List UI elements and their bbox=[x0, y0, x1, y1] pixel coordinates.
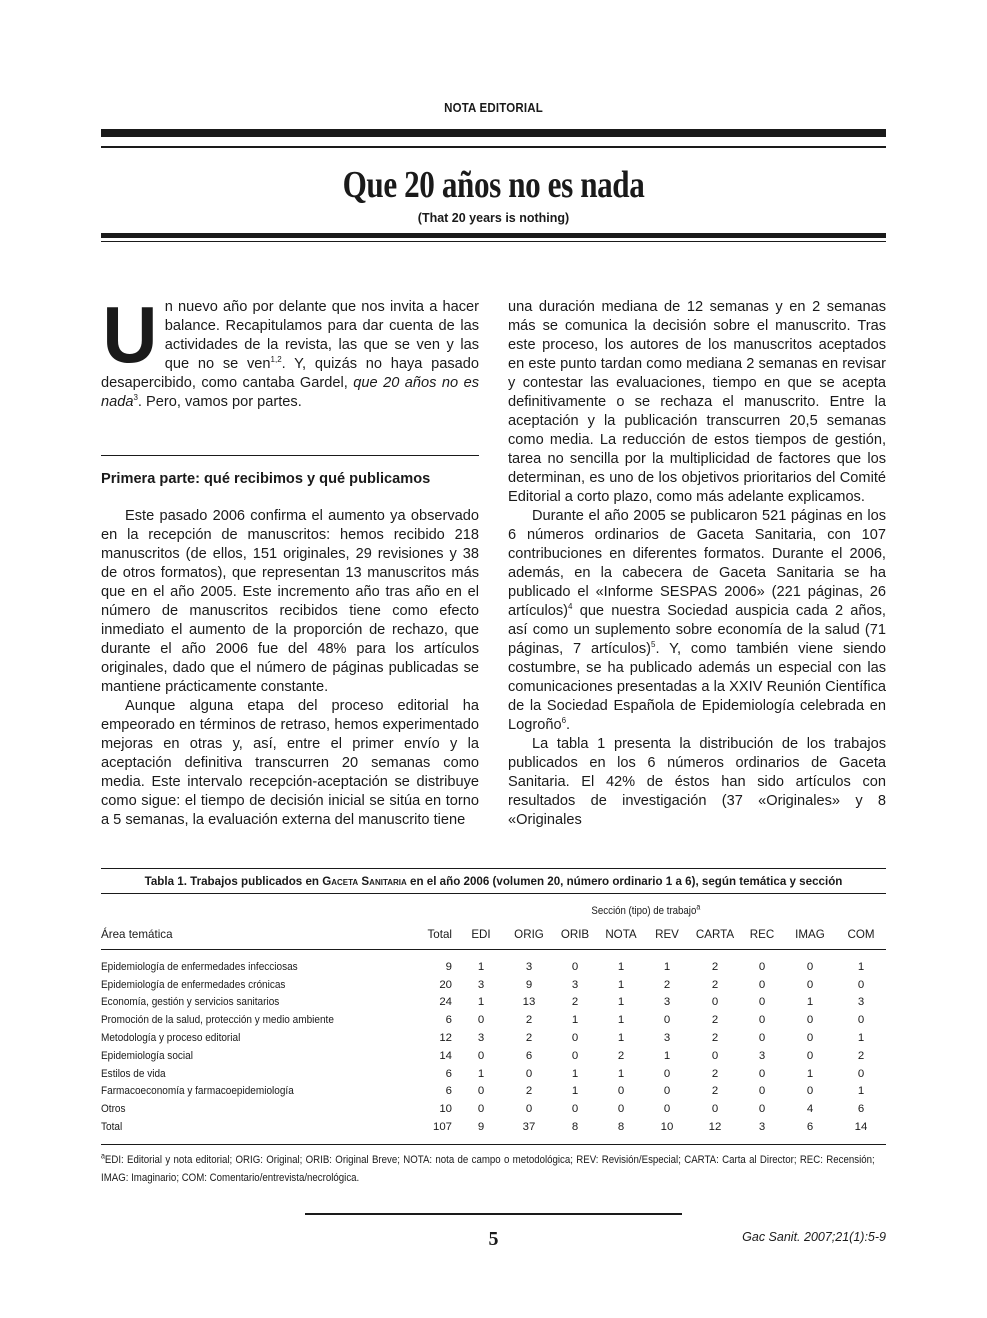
table-cell: 0 bbox=[806, 1049, 814, 1062]
table-cell: 0 bbox=[663, 1067, 671, 1080]
table-cell: 3 bbox=[571, 978, 579, 991]
table-cell: 0 bbox=[806, 1085, 814, 1098]
row-label bbox=[101, 1011, 406, 1029]
table-cell: 0 bbox=[525, 1067, 533, 1080]
table-cell: 1 bbox=[477, 960, 485, 973]
table-cell: 0 bbox=[758, 996, 766, 1009]
table-cell: 107 bbox=[432, 1121, 452, 1134]
text-run: . Y, como también viene siendo costumbre, se ha publicado además un especial con las comunicaciones presentadas a la XXIV Reunión Científica de la Sociedad Española de Epidemiología celebrada en Logroño bbox=[508, 641, 886, 733]
table-cell: 2 bbox=[711, 1067, 719, 1080]
table-cell: 9 bbox=[445, 960, 452, 973]
table-cell: 1 bbox=[477, 996, 485, 1009]
header-rule-thin bbox=[101, 146, 886, 148]
section-divider bbox=[101, 455, 479, 456]
table-cell: 3 bbox=[663, 1032, 671, 1045]
footnote-sup: a bbox=[696, 902, 701, 912]
table-cell: 4 bbox=[806, 1103, 814, 1116]
title-rule-thin bbox=[101, 241, 886, 242]
footnote-text: EDI: Editorial y nota editorial; ORIG: Original; ORIB: Original Breve; NOTA: nota de campo o metodológica; REV: Revisión/Especial; CARTA: Carta al Director; REC: Recensión; IMAG: Imaginario; COM: Comentario/entrevista/necrológica. bbox=[101, 1153, 875, 1184]
column-header: Área temática bbox=[101, 918, 406, 950]
table-cell: 2 bbox=[711, 1085, 719, 1098]
table-row bbox=[101, 976, 886, 994]
table-cell: 0 bbox=[477, 1014, 485, 1027]
intro-text-a: n nuevo año por delante que nos invita a hacer balance. Recapitulamos para dar cuenta de las actividades de la revista, las que se ven y las que no se ven bbox=[164, 299, 479, 372]
row-label-text: Metodología y proceso editorial bbox=[101, 1032, 241, 1045]
row-label-text: Epidemiología social bbox=[101, 1049, 193, 1062]
table-cell: 3 bbox=[758, 1121, 766, 1134]
table-cell: 12 bbox=[708, 1121, 722, 1134]
table-cell: 0 bbox=[758, 960, 766, 973]
table-cell: 12 bbox=[439, 1032, 452, 1045]
table-cell: 0 bbox=[663, 1014, 671, 1027]
table-cell: 8 bbox=[571, 1121, 579, 1134]
column-header: COM bbox=[836, 918, 886, 950]
table-cell: 0 bbox=[711, 1103, 719, 1116]
intro-text-b: . Y, quizás no haya pasado desapercibido, como cantaba Gardel, bbox=[101, 356, 479, 391]
ref-sup: 1,2 bbox=[270, 355, 282, 365]
section-label: NOTA EDITORIAL bbox=[444, 101, 543, 115]
table-cell: 0 bbox=[571, 1103, 579, 1116]
article-title: Que 20 años no es nada bbox=[342, 164, 645, 206]
table-cell: 0 bbox=[477, 1085, 485, 1098]
table-row bbox=[101, 994, 886, 1012]
table-cell: 1 bbox=[857, 1085, 865, 1098]
table-cell: 1 bbox=[571, 1014, 579, 1027]
right-column bbox=[508, 298, 886, 830]
table-cell: 3 bbox=[477, 978, 485, 991]
row-label-text: Estilos de vida bbox=[101, 1067, 166, 1080]
table-cell: 6 bbox=[806, 1121, 814, 1134]
row-label-text: Epidemiología de enfermedades crónicas bbox=[101, 978, 286, 991]
table-cell: 1 bbox=[571, 1067, 579, 1080]
table-cell: 2 bbox=[525, 1032, 533, 1045]
table-cell: 3 bbox=[525, 960, 533, 973]
table-cell: 3 bbox=[758, 1049, 766, 1062]
table-cell: 0 bbox=[806, 1032, 814, 1045]
article-subtitle: (That 20 years is nothing) bbox=[417, 211, 570, 225]
page-number: 5 bbox=[488, 1228, 499, 1250]
text-run: . bbox=[566, 717, 571, 733]
table-cell: 1 bbox=[477, 1067, 485, 1080]
table-cell: 0 bbox=[711, 996, 719, 1009]
table-cell: 0 bbox=[477, 1103, 485, 1116]
row-label-text: Farmacoeconomía y farmacoepidemiología bbox=[101, 1085, 294, 1098]
left-column bbox=[101, 290, 479, 830]
table-cell: 0 bbox=[806, 960, 814, 973]
table-cell: 1 bbox=[857, 1032, 865, 1045]
table-cell: 6 bbox=[445, 1067, 452, 1080]
table-cell: 2 bbox=[525, 1085, 533, 1098]
table-cell: 14 bbox=[439, 1049, 452, 1062]
table-cell: 37 bbox=[522, 1121, 536, 1134]
table-row bbox=[101, 1100, 886, 1118]
table-cell: 2 bbox=[711, 978, 719, 991]
table-cell: 0 bbox=[806, 978, 814, 991]
table-row bbox=[101, 1047, 886, 1065]
text-run: Durante el año 2005 se publicaron 521 páginas en los 6 números ordinarios de Gaceta Sanitaria, con 107 contribuciones en diferentes formatos. Durante el 2006, además, en la cabecera de Gaceta Sanitaria se ha publicado el «Informe SESPAS 2006» (221 páginas, 26 artículos) bbox=[508, 508, 886, 619]
table-1 bbox=[101, 868, 886, 1187]
table-cell: 2 bbox=[525, 1014, 533, 1027]
body-paragraph: La tabla 1 presenta la distribución de los trabajos publicados en los 6 números ordinarios de Gaceta Sanitaria. El 42% de éstos han sido artículos con resultados de investigación (37 «Originales» y 8 «Originales bbox=[508, 736, 886, 828]
footer-rule bbox=[305, 1213, 682, 1215]
row-label bbox=[101, 1029, 406, 1047]
body-paragraph: Aunque alguna etapa del proceso editorial ha empeorado en términos de retraso, hemos experimentado mejoras en otras y, así, entre el primer envío y la aceptación definitiva transcurren 20 semanas como media. Este intervalo recepción-aceptación se distribuye como sigue: el tiempo de decisión inicial se sitúa en torno a 5 semanas, la evaluación externa del manuscrito tiene bbox=[101, 698, 479, 828]
header-rule-thick bbox=[101, 129, 886, 137]
table-cell: 2 bbox=[711, 1032, 719, 1045]
table-cell: 10 bbox=[439, 1103, 452, 1116]
table-cell: 1 bbox=[617, 1014, 625, 1027]
table-cell: 3 bbox=[477, 1032, 485, 1045]
table-cell: 0 bbox=[571, 1049, 579, 1062]
row-label bbox=[101, 994, 406, 1012]
column-header: Total bbox=[406, 918, 456, 950]
table-cell: 2 bbox=[617, 1049, 625, 1062]
table-cell: 2 bbox=[711, 960, 719, 973]
table-cell: 0 bbox=[758, 1032, 766, 1045]
table-cell: 1 bbox=[617, 978, 625, 991]
table-cell: 0 bbox=[617, 1085, 625, 1098]
row-label bbox=[101, 1065, 406, 1083]
table-row bbox=[101, 950, 886, 976]
table-cell: 0 bbox=[571, 960, 579, 973]
column-header: CARTA bbox=[690, 918, 740, 950]
table-cell: 0 bbox=[857, 1067, 865, 1080]
row-label bbox=[101, 1118, 406, 1136]
column-header: EDI bbox=[456, 918, 506, 950]
table-cell: 1 bbox=[663, 1049, 671, 1062]
ref-sup: 4 bbox=[568, 602, 573, 612]
table-cell: 1 bbox=[663, 960, 671, 973]
body-paragraph: una duración mediana de 12 semanas y en 2 semanas más se comunica la decisión sobre el manuscrito. Tras este proceso, los autores de los manuscritos aceptados en este punto tardan como mediana 2 semanas en revisar y contestar las evaluaciones, tiempo en que se acepta definitivamente o se rechaza el manuscrito. Entre la aceptación y la publicación transcurren 20,5 semanas como media. La reducción de estos tiempos de gestión, tarea no sencilla por la multiplicidad de factores que los determinan, es uno de los objetivos prioritarios del Comité Editorial a corto plazo, como más adelante explicamos. bbox=[508, 299, 886, 505]
body-paragraph: Este pasado 2006 confirma el aumento ya observado en la recepción de manuscritos: hemos recibido 218 manuscritos (de ellos, 151 originales, 29 revisiones y 38 de otros formatos), que representan 13 manuscritos más que en el año 2005. Este incremento año tras año en el número de manuscritos recibidos tiene como efecto inmediato el aumento de la proporción de rechazo, que durante el año 2006 fue del 48% para los artículos originales, dado que el número de páginas publicadas se mantiene prácticamente constante. bbox=[101, 508, 479, 695]
intro-italic: que 20 años no es nada bbox=[101, 375, 479, 410]
table-cell: 2 bbox=[857, 1049, 865, 1062]
column-spanner bbox=[406, 894, 886, 918]
table-cell: 0 bbox=[758, 1085, 766, 1098]
table-cell: 1 bbox=[806, 996, 814, 1009]
table-cell: 3 bbox=[857, 996, 865, 1009]
ref-sup: 3 bbox=[133, 393, 138, 403]
spanner-blank bbox=[101, 894, 406, 918]
table-row bbox=[101, 1065, 886, 1083]
column-header: ORIG bbox=[506, 918, 552, 950]
ref-sup: 5 bbox=[651, 640, 656, 650]
table-cell: 3 bbox=[663, 996, 671, 1009]
drop-cap: U bbox=[102, 290, 158, 379]
table-footnote bbox=[101, 1145, 886, 1187]
footnote-sup: a bbox=[101, 1151, 105, 1161]
section-heading: Primera parte: qué recibimos y qué publicamos bbox=[101, 471, 431, 487]
table-cell: 1 bbox=[617, 1032, 625, 1045]
table-cell: 0 bbox=[857, 1014, 865, 1027]
table-cell: 20 bbox=[439, 978, 452, 991]
table-caption bbox=[101, 868, 886, 894]
column-header: IMAG bbox=[784, 918, 836, 950]
column-header: ORIB bbox=[552, 918, 598, 950]
table-cell: 13 bbox=[522, 996, 536, 1009]
body-paragraph bbox=[508, 507, 886, 735]
table-cell: 0 bbox=[758, 978, 766, 991]
intro-paragraph bbox=[101, 290, 479, 412]
table-cell: 6 bbox=[445, 1085, 452, 1098]
table-row bbox=[101, 1083, 886, 1101]
row-label bbox=[101, 1047, 406, 1065]
table-cell: 9 bbox=[477, 1121, 485, 1134]
table-cell: 0 bbox=[571, 1032, 579, 1045]
title-rule-thick bbox=[101, 233, 886, 238]
table-cell: 9 bbox=[525, 978, 533, 991]
table-cell: 1 bbox=[571, 1085, 579, 1098]
column-header: REC bbox=[740, 918, 784, 950]
table-cell: 10 bbox=[660, 1121, 674, 1134]
table-row bbox=[101, 1011, 886, 1029]
table-cell: 0 bbox=[617, 1103, 625, 1116]
table-cell: 6 bbox=[445, 1014, 452, 1027]
table-cell: 2 bbox=[571, 996, 579, 1009]
table-cell: 0 bbox=[758, 1014, 766, 1027]
journal-citation: Gac Sanit. 2007;21(1):5-9 bbox=[742, 1230, 886, 1244]
row-label-text: Total bbox=[101, 1121, 123, 1134]
table-cell: 24 bbox=[439, 996, 452, 1009]
table-cell: 0 bbox=[806, 1014, 814, 1027]
table-cell: 2 bbox=[711, 1014, 719, 1027]
table-cell: 0 bbox=[857, 978, 865, 991]
table-cell: 8 bbox=[617, 1121, 625, 1134]
row-label bbox=[101, 1100, 406, 1118]
table-cell: 1 bbox=[617, 1067, 625, 1080]
table-cell: 0 bbox=[758, 1103, 766, 1116]
table-cell: 0 bbox=[663, 1103, 671, 1116]
table-row bbox=[101, 1029, 886, 1047]
table-cell: 1 bbox=[806, 1067, 814, 1080]
table-cell: 6 bbox=[525, 1049, 533, 1062]
table-cell: 1 bbox=[857, 960, 865, 973]
ref-sup: 6 bbox=[561, 716, 567, 726]
row-label bbox=[101, 950, 406, 976]
table-body bbox=[101, 950, 886, 1136]
table-cell: 0 bbox=[758, 1067, 766, 1080]
table-header-row bbox=[101, 918, 886, 950]
table-cell: 0 bbox=[711, 1049, 719, 1062]
intro-text-c: . Pero, vamos por partes. bbox=[137, 394, 302, 410]
table-cell: 0 bbox=[525, 1103, 533, 1116]
caption-journal: Gaceta Sanitaria bbox=[322, 875, 407, 888]
table-cell: 6 bbox=[857, 1103, 865, 1116]
row-label bbox=[101, 976, 406, 994]
table-row bbox=[101, 1118, 886, 1136]
row-label-text: Economía, gestión y servicios sanitarios bbox=[101, 996, 280, 1009]
column-header: REV bbox=[644, 918, 690, 950]
table-cell: 0 bbox=[663, 1085, 671, 1098]
column-header: NOTA bbox=[598, 918, 644, 950]
row-label bbox=[101, 1083, 406, 1101]
caption-text: en el año 2006 (volumen 20, número ordinario 1 a 6), según temática y sección bbox=[406, 875, 843, 888]
table-cell: 14 bbox=[854, 1121, 868, 1134]
table-cell: 2 bbox=[663, 978, 671, 991]
text-run: que nuestra Sociedad auspicia cada 2 años, así como un suplemento sobre economía de la salud (71 páginas, 7 artículos) bbox=[508, 603, 886, 657]
row-label-text: Otros bbox=[101, 1103, 126, 1116]
table-cell: 0 bbox=[477, 1049, 485, 1062]
spanner-text: Sección (tipo) de trabajo bbox=[591, 905, 697, 917]
table-cell: 1 bbox=[617, 996, 625, 1009]
row-label-text: Promoción de la salud, protección y medio ambiente bbox=[101, 1014, 334, 1027]
row-label-text: Epidemiología de enfermedades infecciosas bbox=[101, 960, 298, 973]
data-table bbox=[101, 894, 886, 1136]
caption-text: Tabla 1. Trabajos publicados en bbox=[144, 875, 323, 888]
table-cell: 1 bbox=[617, 960, 625, 973]
